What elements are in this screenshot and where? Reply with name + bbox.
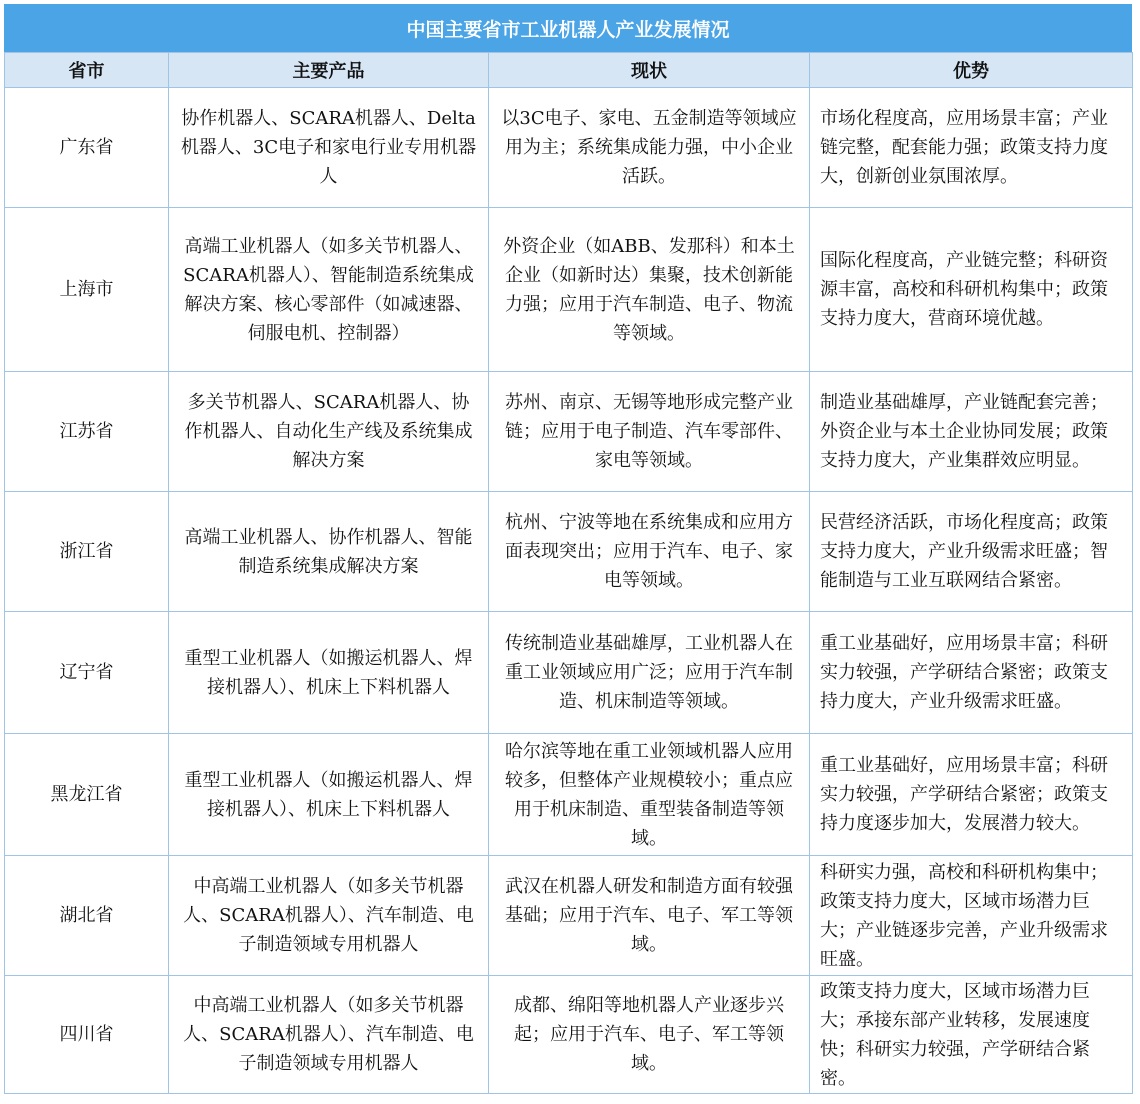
- header-advantages: 优势: [810, 53, 1133, 88]
- province-cell: 湖北省: [5, 856, 169, 976]
- status-cell: 外资企业（如ABB、发那科）和本土企业（如新时达）集聚，技术创新能力强；应用于汽车制造、电子、物流等领域。: [489, 208, 810, 372]
- advantages-cell: 重工业基础好，应用场景丰富；科研实力较强，产学研结合紧密；政策支持力度大，产业升级需求旺盛。: [810, 612, 1133, 734]
- province-cell: 江苏省: [5, 372, 169, 492]
- status-cell: 武汉在机器人研发和制造方面有较强基础；应用于汽车、电子、军工等领域。: [489, 856, 810, 976]
- products-cell: 协作机器人、SCARA机器人、Delta机器人、3C电子和家电行业专用机器人: [169, 88, 489, 208]
- advantages-cell: 民营经济活跃，市场化程度高；政策支持力度大，产业升级需求旺盛；智能制造与工业互联网结合紧密。: [810, 492, 1133, 612]
- products-cell: 中高端工业机器人（如多关节机器人、SCARA机器人）、汽车制造、电子制造领域专用机器人: [169, 856, 489, 976]
- advantages-cell: 国际化程度高，产业链完整；科研资源丰富，高校和科研机构集中；政策支持力度大，营商环境优越。: [810, 208, 1133, 372]
- table-row: [5, 612, 1133, 734]
- products-cell: 多关节机器人、SCARA机器人、协作机器人、自动化生产线及系统集成解决方案: [169, 372, 489, 492]
- status-cell: 传统制造业基础雄厚，工业机器人在重工业领域应用广泛；应用于汽车制造、机床制造等领域。: [489, 612, 810, 734]
- table-row: [5, 88, 1133, 208]
- header-row: [5, 53, 1133, 88]
- header-products: 主要产品: [169, 53, 489, 88]
- advantages-cell: 制造业基础雄厚，产业链配套完善；外资企业与本土企业协同发展；政策支持力度大，产业集群效应明显。: [810, 372, 1133, 492]
- table-row: [5, 208, 1133, 372]
- province-cell: 四川省: [5, 976, 169, 1094]
- table-row: [5, 856, 1133, 976]
- table-row: [5, 372, 1133, 492]
- header-province: 省市: [5, 53, 169, 88]
- header-status: 现状: [489, 53, 810, 88]
- products-cell: 高端工业机器人（如多关节机器人、SCARA机器人）、智能制造系统集成解决方案、核心零部件（如减速器、伺服电机、控制器）: [169, 208, 489, 372]
- table-row: [5, 492, 1133, 612]
- province-cell: 上海市: [5, 208, 169, 372]
- products-cell: 重型工业机器人（如搬运机器人、焊接机器人）、机床上下料机器人: [169, 612, 489, 734]
- advantages-cell: 科研实力强，高校和科研机构集中；政策支持力度大，区域市场潜力巨大；产业链逐步完善，产业升级需求旺盛。: [810, 856, 1133, 976]
- data-table: [4, 52, 1133, 1094]
- province-cell: 浙江省: [5, 492, 169, 612]
- status-cell: 以3C电子、家电、五金制造等领域应用为主；系统集成能力强，中小企业活跃。: [489, 88, 810, 208]
- advantages-cell: 重工业基础好，应用场景丰富；科研实力较强，产学研结合紧密；政策支持力度逐步加大，发展潜力较大。: [810, 734, 1133, 856]
- table-title: 中国主要省市工业机器人产业发展情况: [4, 4, 1132, 52]
- province-cell: 黑龙江省: [5, 734, 169, 856]
- province-cell: 广东省: [5, 88, 169, 208]
- industry-table: [4, 4, 1132, 1094]
- advantages-cell: 市场化程度高，应用场景丰富；产业链完整，配套能力强；政策支持力度大，创新创业氛围浓厚。: [810, 88, 1133, 208]
- status-cell: 哈尔滨等地在重工业领域机器人应用较多，但整体产业规模较小；重点应用于机床制造、重型装备制造等领域。: [489, 734, 810, 856]
- advantages-cell: 政策支持力度大，区域市场潜力巨大；承接东部产业转移，发展速度快；科研实力较强，产学研结合紧密。: [810, 976, 1133, 1094]
- products-cell: 中高端工业机器人（如多关节机器人、SCARA机器人）、汽车制造、电子制造领域专用机器人: [169, 976, 489, 1094]
- products-cell: 重型工业机器人（如搬运机器人、焊接机器人）、机床上下料机器人: [169, 734, 489, 856]
- products-cell: 高端工业机器人、协作机器人、智能制造系统集成解决方案: [169, 492, 489, 612]
- status-cell: 苏州、南京、无锡等地形成完整产业链；应用于电子制造、汽车零部件、家电等领域。: [489, 372, 810, 492]
- province-cell: 辽宁省: [5, 612, 169, 734]
- status-cell: 杭州、宁波等地在系统集成和应用方面表现突出；应用于汽车、电子、家电等领域。: [489, 492, 810, 612]
- table-row: [5, 734, 1133, 856]
- status-cell: 成都、绵阳等地机器人产业逐步兴起；应用于汽车、电子、军工等领域。: [489, 976, 810, 1094]
- table-row: [5, 976, 1133, 1094]
